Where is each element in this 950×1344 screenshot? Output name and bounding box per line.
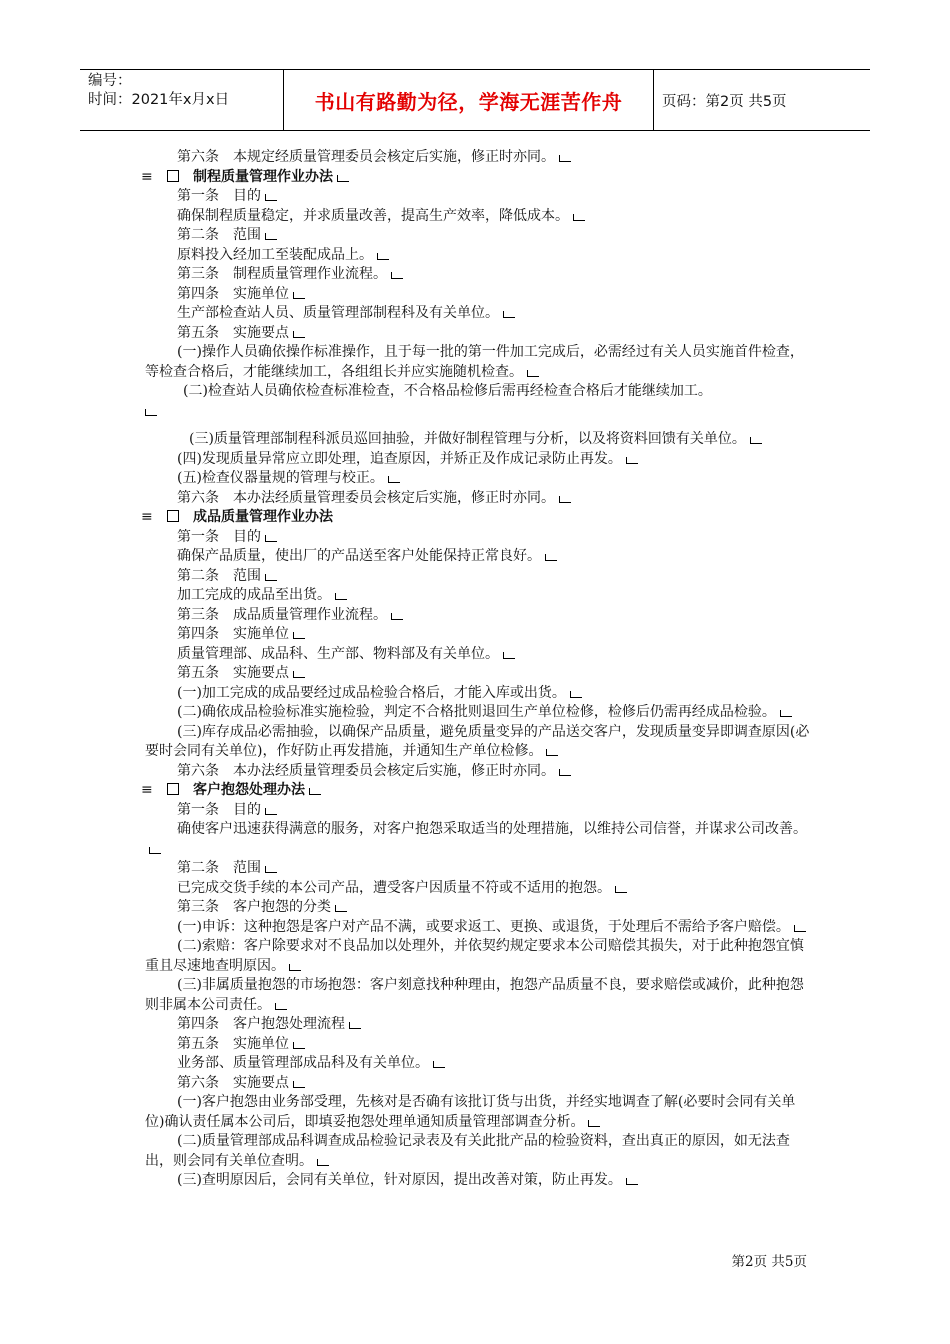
paragraph-mark-icon bbox=[527, 370, 539, 377]
paragraph: (三)质量管理部制程科派员巡回抽验，并做好制程管理与分析，以及将资料回馈有关单位。 bbox=[145, 430, 810, 450]
paragraph-mark-icon bbox=[391, 272, 403, 279]
section-title: 制程质量管理作业办法 bbox=[193, 168, 333, 185]
paragraph-mark-icon bbox=[377, 253, 389, 260]
paragraph: 第五条 实施要点 bbox=[145, 324, 810, 344]
paragraph: (二)索赔：客户除要求对不良品加以处理外，并依契约规定要求本公司赔偿其损失，对于此种抱怨宜慎重且尽速地查明原因。 bbox=[145, 938, 804, 974]
paragraph: 已完成交货手续的本公司产品，遭受客户因质量不符或不适用的抱怨。 bbox=[145, 879, 810, 899]
paragraph-mark-icon bbox=[293, 671, 305, 678]
paragraph-mark-icon bbox=[335, 905, 347, 912]
paragraph: 第一条 目的 bbox=[145, 528, 810, 548]
paragraph-mark-icon bbox=[570, 691, 582, 698]
paragraph: 第四条 客户抱怨处理流程 bbox=[145, 1015, 810, 1035]
paragraph: 第三条 客户抱怨的分类 bbox=[145, 898, 810, 918]
paragraph-mark-icon bbox=[573, 214, 585, 221]
header-meta bbox=[80, 70, 284, 130]
paragraph-mark-icon bbox=[750, 437, 762, 444]
paragraph-mark-icon bbox=[615, 886, 627, 893]
paragraph-mark-icon bbox=[335, 593, 347, 600]
paragraph-mark-icon bbox=[265, 194, 277, 201]
paragraph: (二)确依成品检验标准实施检验，判定不合格批则退回生产单位检修，检修后仍需再经成品检验。 bbox=[145, 703, 810, 723]
section-heading bbox=[141, 508, 810, 528]
paragraph: (一)客户抱怨由业务部受理，先核对是否确有该批订货与出货，并经实地调查了解(必要时会同有关单位)确认责任属本公司后，即填妥抱怨处理单通知质量管理部调查分析。 bbox=[145, 1094, 796, 1130]
paragraph-mark-icon bbox=[293, 331, 305, 338]
paragraph: 原料投入经加工至装配成品上。 bbox=[145, 246, 810, 266]
paragraph: 第二条 范围 bbox=[145, 567, 810, 587]
paragraph-mark-icon bbox=[388, 476, 400, 483]
paragraph: 第二条 范围 bbox=[145, 859, 810, 879]
paragraph-mark-icon bbox=[559, 769, 571, 776]
paragraph: 第四条 实施单位 bbox=[145, 625, 810, 645]
paragraph-mark-icon bbox=[265, 574, 277, 581]
paragraph: 加工完成的成品至出货。 bbox=[145, 586, 810, 606]
heading-marker-icon: ≡ bbox=[141, 168, 153, 185]
paragraph: 第六条 本办法经质量管理委员会核定后实施，修正时亦同。 bbox=[145, 762, 810, 782]
section-heading bbox=[141, 781, 810, 801]
paragraph-mark-icon bbox=[559, 155, 571, 162]
paragraph-mark-icon bbox=[780, 710, 792, 717]
paragraph-mark-icon bbox=[588, 1120, 600, 1127]
paragraph-mark-icon bbox=[309, 788, 321, 795]
header-page-number: 页码：第2页 共5页 bbox=[662, 93, 787, 110]
document-time-label: 时间：2021年x月x日 bbox=[88, 92, 230, 108]
paragraph-mark-icon bbox=[293, 292, 305, 299]
paragraph-mark-icon bbox=[275, 1003, 287, 1010]
header-motto: 书山有路勤为径，学海无涯苦作舟 bbox=[284, 70, 654, 130]
paragraph-mark-icon bbox=[545, 554, 557, 561]
paragraph-mark-icon bbox=[503, 311, 515, 318]
paragraph-mark-icon bbox=[265, 233, 277, 240]
paragraph-mark-icon bbox=[794, 925, 806, 932]
paragraph-mark-icon bbox=[293, 1081, 305, 1088]
paragraph-mark-icon bbox=[433, 1061, 445, 1068]
paragraph: (四)发现质量异常应立即处理，追查原因，并矫正及作成记录防止再发。 bbox=[145, 450, 810, 470]
paragraph: 第二条 范围 bbox=[145, 226, 810, 246]
paragraph: 业务部、质量管理部成品科及有关单位。 bbox=[145, 1054, 810, 1074]
paragraph: 第三条 成品质量管理作业流程。 bbox=[145, 606, 810, 626]
paragraph-mark-icon bbox=[546, 749, 558, 756]
paragraph: 确使客户迅速获得满意的服务，对客户抱怨采取适当的处理措施，以维持公司信誉，并谋求公司改善。 bbox=[145, 820, 810, 859]
paragraph-mark-icon bbox=[265, 866, 277, 873]
paragraph: (三)查明原因后，会同有关单位，针对原因，提出改善对策，防止再发。 bbox=[145, 1171, 810, 1191]
paragraph: (一)加工完成的成品要经过成品检验合格后，才能入库或出货。 bbox=[145, 684, 810, 704]
paragraph-mark-icon bbox=[293, 1042, 305, 1049]
paragraph-mark-icon bbox=[289, 964, 301, 971]
paragraph-mark-icon bbox=[503, 652, 515, 659]
paragraph: 第六条 本规定经质量管理委员会核定后实施，修正时亦同。 bbox=[145, 148, 810, 168]
section-title: 客户抱怨处理办法 bbox=[193, 782, 305, 798]
paragraph-mark-icon bbox=[317, 1159, 329, 1166]
heading-marker-icon: ≡ bbox=[141, 509, 153, 525]
paragraph: (一)操作人员确依操作标准操作，且于每一批的第一件加工完成后，必需经过有关人员实施首件检查，等检查合格后，才能继续加工，各组组长并应实施随机检查。 bbox=[145, 344, 804, 380]
paragraph-mark-icon bbox=[293, 632, 305, 639]
paragraph: 第五条 实施单位 bbox=[145, 1035, 810, 1055]
paragraph-mark-icon bbox=[265, 808, 277, 815]
paragraph: 第一条 目的 bbox=[145, 187, 810, 207]
paragraph: 第六条 本办法经质量管理委员会核定后实施，修正时亦同。 bbox=[145, 489, 810, 509]
paragraph: (三)非属质量抱怨的市场抱怨：客户刻意找种种理由，抱怨产品质量不良，要求赔偿或减价，此种抱怨则非属本公司责任。 bbox=[145, 977, 804, 1013]
paragraph: 确保制程质量稳定，并求质量改善，提高生产效率，降低成本。 bbox=[145, 207, 810, 227]
paragraph-mark-icon bbox=[149, 847, 161, 854]
paragraph: 第一条 目的 bbox=[145, 801, 810, 821]
paragraph: (五)检查仪器量规的管理与校正。 bbox=[145, 469, 810, 489]
section-title: 成品质量管理作业办法 bbox=[193, 509, 333, 525]
paragraph: (三)库存成品必需抽验，以确保产品质量，避免质量变异的产品送交客户，发现质量变异即调查原因(必要时会同有关单位)，作好防止再发措施，并通知生产单位检修。 bbox=[145, 723, 810, 759]
paragraph: 生产部检查站人员、质量管理部制程科及有关单位。 bbox=[145, 304, 810, 324]
paragraph bbox=[145, 402, 810, 422]
paragraph: (一)申诉：这种抱怨是客户对产品不满，或要求返工、更换、或退货，于处理后不需给予客户赔偿。 bbox=[145, 918, 810, 938]
paragraph-mark-icon bbox=[626, 1178, 638, 1185]
page-footer: 第2页 共5页 bbox=[731, 1254, 807, 1270]
paragraph-mark-icon bbox=[626, 457, 638, 464]
paragraph: 第三条 制程质量管理作业流程。 bbox=[145, 265, 810, 285]
paragraph: 质量管理部、成品科、生产部、物料部及有关单位。 bbox=[145, 645, 810, 665]
page-header bbox=[80, 69, 870, 131]
checkbox-square-icon bbox=[167, 783, 179, 795]
checkbox-square-icon bbox=[167, 510, 179, 522]
paragraph-mark-icon bbox=[391, 613, 403, 620]
heading-marker-icon: ≡ bbox=[141, 782, 153, 798]
checkbox-square-icon bbox=[167, 170, 179, 182]
paragraph: 第六条 实施要点 bbox=[145, 1074, 810, 1094]
document-number-label: 编号： bbox=[88, 73, 132, 89]
paragraph: 确保产品质量，使出厂的产品送至客户处能保持正常良好。 bbox=[145, 547, 810, 567]
document-body bbox=[141, 148, 810, 1191]
paragraph-mark-icon bbox=[559, 496, 571, 503]
paragraph: (二)质量管理部成品科调查成品检验记录表及有关此批产品的检验资料，查出真正的原因，如无法查出，则会同有关单位查明。 bbox=[145, 1133, 790, 1169]
paragraph-mark-icon bbox=[337, 175, 349, 182]
section-heading bbox=[141, 168, 810, 188]
paragraph-mark-icon bbox=[145, 409, 157, 416]
paragraph: (二)检查站人员确依检查标准检查，不合格品检修后需再经检查合格后才能继续加工。 bbox=[183, 383, 712, 399]
paragraph: 第四条 实施单位 bbox=[145, 285, 810, 305]
paragraph-mark-icon bbox=[349, 1022, 361, 1029]
paragraph-mark-icon bbox=[265, 535, 277, 542]
paragraph: 第五条 实施要点 bbox=[145, 664, 810, 684]
